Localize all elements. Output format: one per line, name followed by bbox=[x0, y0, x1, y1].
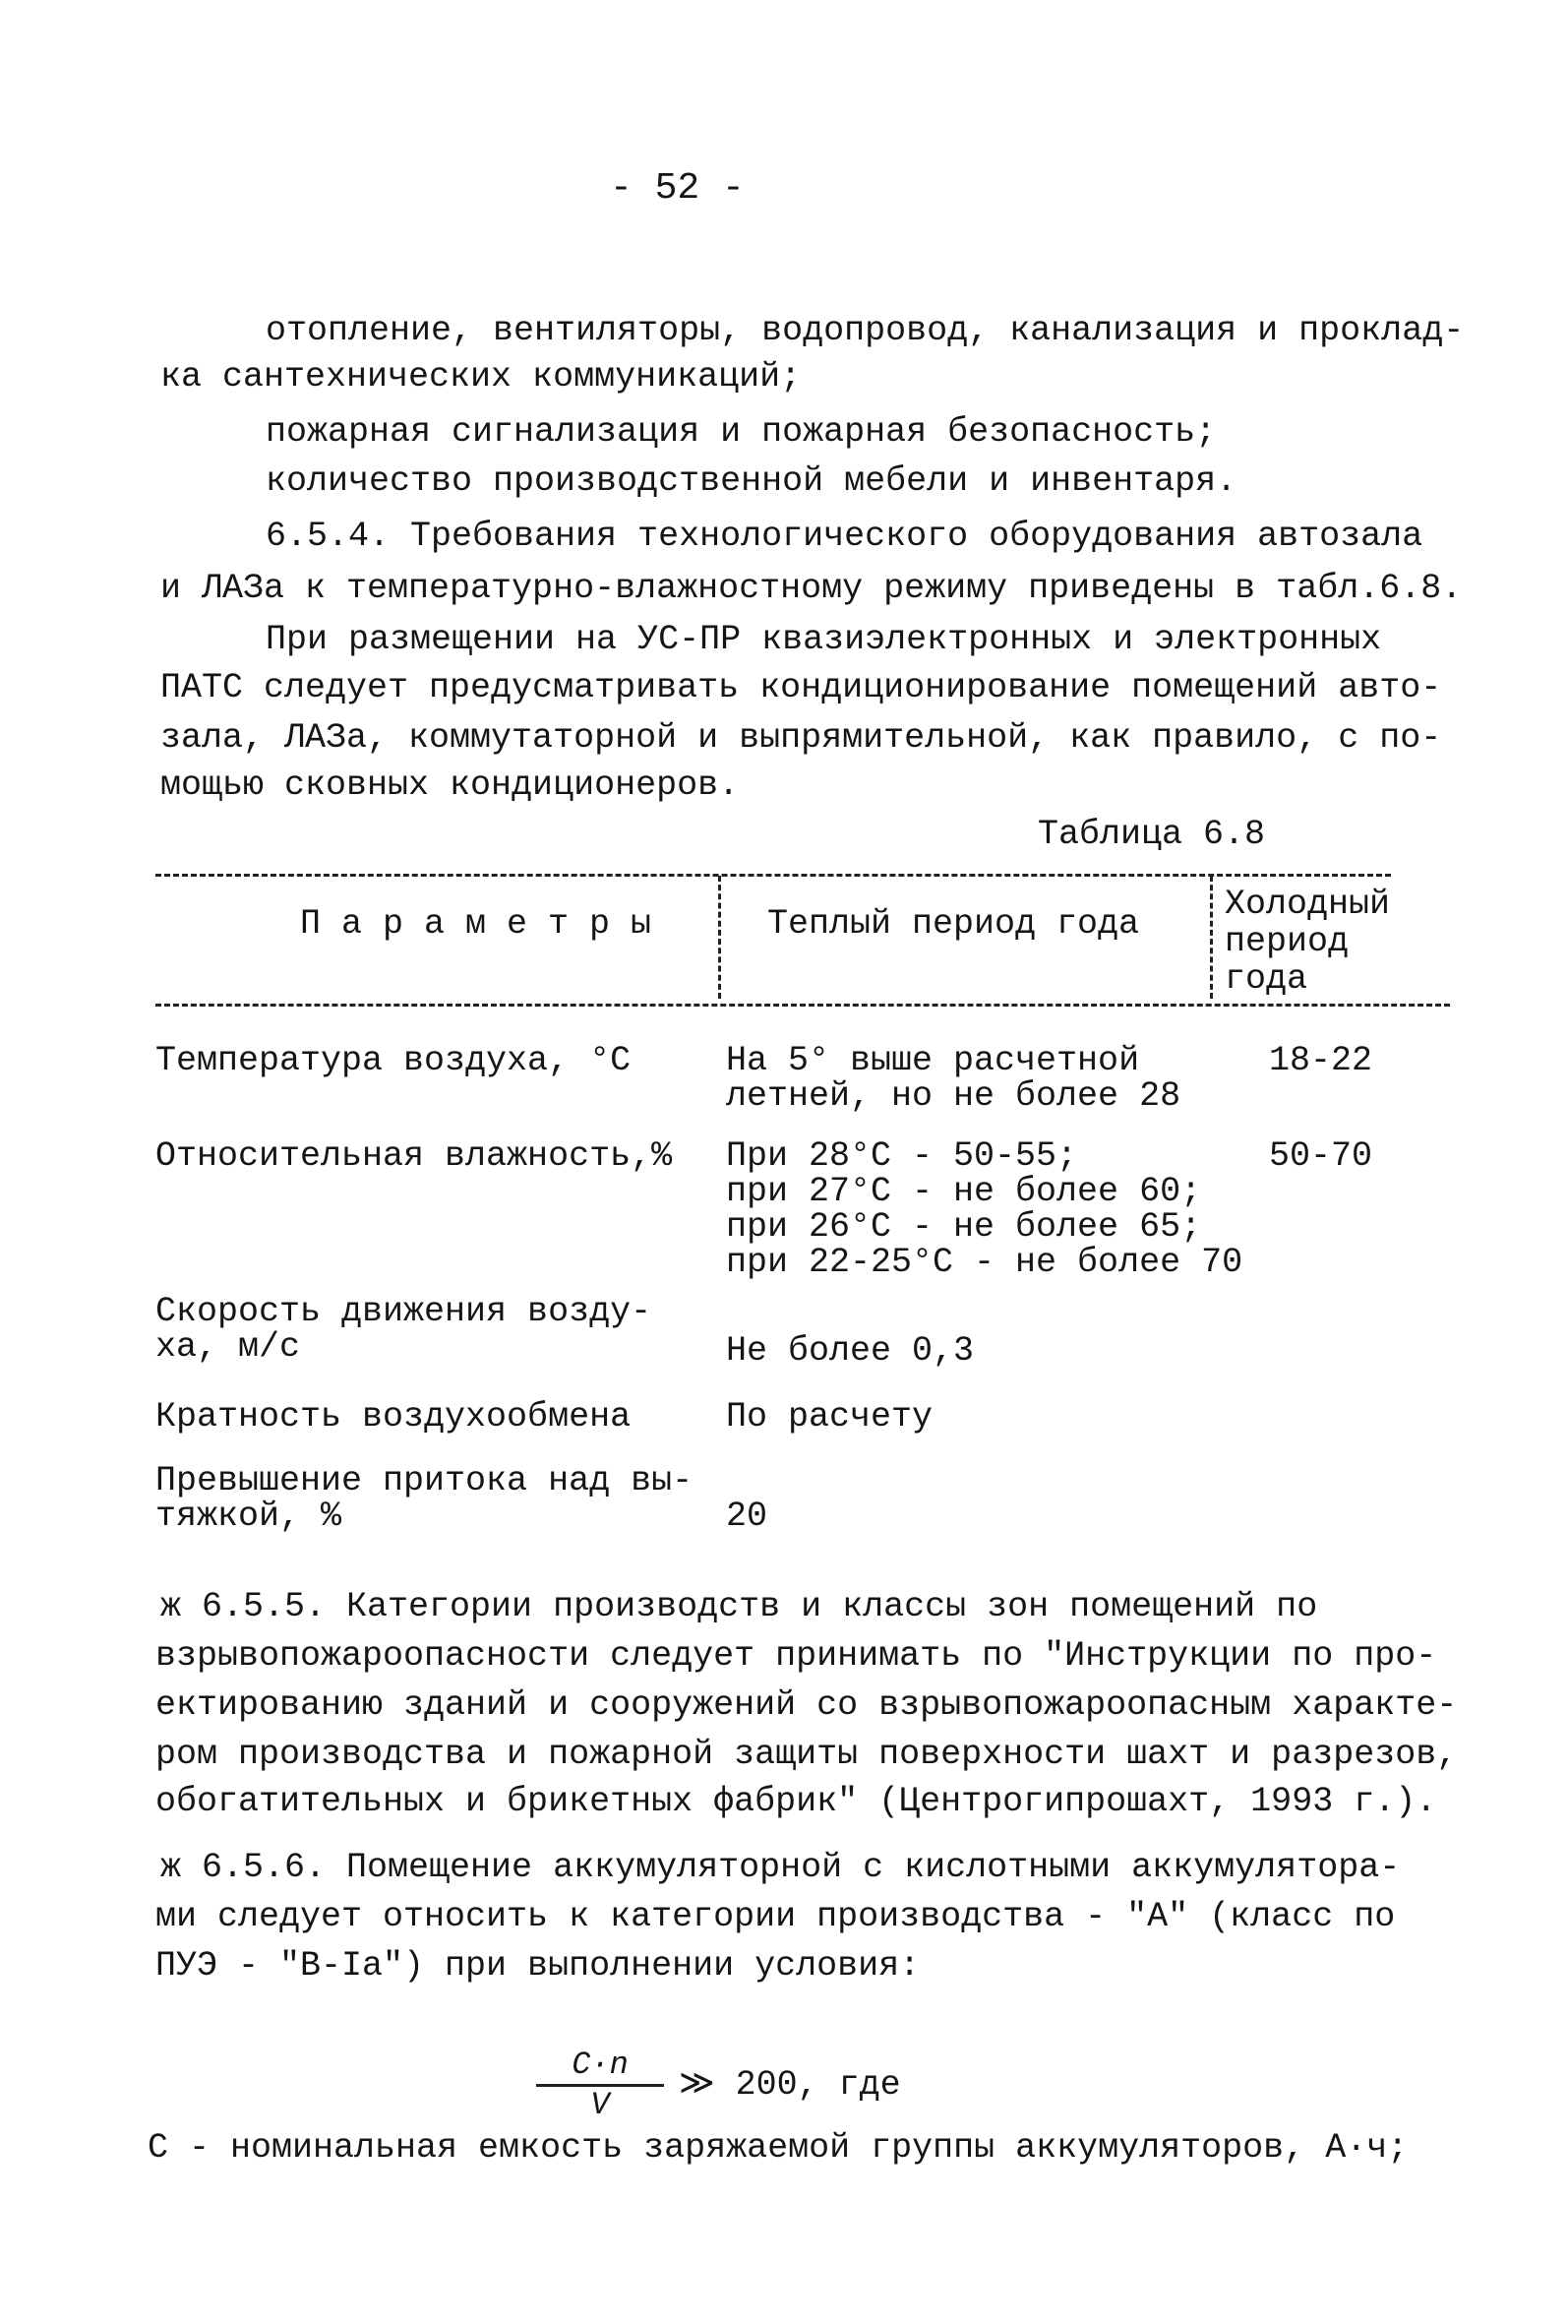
cell-text: при 22-25°С - не более 70 bbox=[726, 1243, 1243, 1282]
intro-line: пожарная сигнализация и пожарная безопасность; bbox=[266, 412, 1217, 452]
section-654-line: и ЛАЗа к температурно-влажностному режиму приведены в табл.6.8. bbox=[160, 569, 1463, 608]
header-cold-line: период bbox=[1225, 922, 1350, 961]
table-row-warm bbox=[726, 1043, 1180, 1114]
cell-text: По расчету bbox=[726, 1397, 934, 1437]
table-row-param bbox=[155, 1043, 631, 1078]
cell-text: 50-70 bbox=[1269, 1136, 1373, 1176]
table-row-warm bbox=[726, 1498, 767, 1534]
page-number: - 52 - bbox=[610, 167, 745, 210]
table-row-param bbox=[155, 1399, 631, 1435]
header-parameters: П а р а м е т р ы bbox=[300, 904, 652, 944]
table-row-warm bbox=[726, 1333, 974, 1369]
cell-text: при 27°С - не более 60; bbox=[726, 1172, 1202, 1211]
section-654-line: зала, ЛАЗа, коммутаторной и выпрямительной, как правило, с по- bbox=[160, 718, 1442, 758]
section-654-line: мощью сковных кондиционеров. bbox=[160, 765, 740, 805]
cell-text: Относительная влажность,% bbox=[155, 1136, 673, 1176]
header-cold-line: года bbox=[1225, 959, 1308, 999]
table-header-rule bbox=[155, 1004, 1450, 1007]
cell-text: 18-22 bbox=[1269, 1041, 1373, 1080]
section-655-line: обогатительных и брикетных фабрик" (Центрогипрошахт, 1993 г.). bbox=[155, 1782, 1437, 1821]
section-654-line: ПАТС следует предусматривать кондиционирование помещений авто- bbox=[160, 668, 1442, 707]
intro-line: ка сантехнических коммуникаций; bbox=[160, 357, 802, 397]
section-654-line: При размещении на УС-ПР квазиэлектронных и электронных bbox=[266, 620, 1382, 659]
table-row-cold bbox=[1269, 1138, 1372, 1174]
section-655-line: ром производства и пожарной защиты поверхности шахт и разрезов, bbox=[155, 1735, 1458, 1774]
header-cold-period bbox=[1225, 886, 1390, 998]
section-654-line: 6.5.4. Требования технологического оборудования автозала bbox=[266, 517, 1423, 556]
cell-text: При 28°С - 50-55; bbox=[726, 1136, 1078, 1176]
section-655-line: ектированию зданий и сооружений со взрывопожароопасным характе- bbox=[155, 1685, 1458, 1725]
cell-text: Температура воздуха, °С bbox=[155, 1041, 632, 1080]
table-row-param bbox=[155, 1294, 651, 1365]
section-656-line: ж 6.5.6. Помещение аккумуляторной с кислотными аккумулятора- bbox=[160, 1848, 1401, 1887]
definition-line: С - номинальная емкость заряжаемой группы аккумуляторов, А·ч; bbox=[148, 2128, 1409, 2168]
cell-text: ха, м/с bbox=[155, 1327, 301, 1367]
table-row-warm bbox=[726, 1138, 1242, 1280]
table-row-param bbox=[155, 1138, 672, 1174]
cell-text: Кратность воздухообмена bbox=[155, 1397, 632, 1437]
formula-numerator: C·n bbox=[572, 2047, 629, 2083]
cell-text: при 26°С - не более 65; bbox=[726, 1207, 1202, 1247]
table-caption: Таблица 6.8 bbox=[1038, 815, 1266, 854]
section-656-line: ПУЭ - "В-Iа") при выполнении условия: bbox=[155, 1946, 921, 1986]
formula-fraction bbox=[526, 2047, 674, 2124]
table-column-divider bbox=[1210, 876, 1213, 999]
cell-text: На 5° выше расчетной bbox=[726, 1041, 1140, 1080]
header-warm-period: Теплый период года bbox=[767, 904, 1140, 944]
cell-text: 20 bbox=[726, 1497, 768, 1536]
cell-text: летней, но не более 28 bbox=[726, 1076, 1181, 1116]
cell-text: Скорость движения возду- bbox=[155, 1292, 652, 1331]
section-655-line: взрывопожароопасности следует принимать по "Инструкции по про- bbox=[155, 1636, 1437, 1676]
table-column-divider bbox=[718, 876, 721, 999]
table-row-cold bbox=[1269, 1043, 1372, 1078]
table-top-rule bbox=[155, 874, 1391, 877]
formula-rest: ≫ 200, где bbox=[679, 2065, 901, 2105]
cell-text: тяжкой, % bbox=[155, 1497, 342, 1536]
intro-line: количество производственной мебели и инвентаря. bbox=[266, 461, 1237, 501]
header-cold-line: Холодный bbox=[1225, 885, 1391, 924]
section-656-line: ми следует относить к категории производства - "А" (класс по bbox=[155, 1897, 1396, 1936]
section-655-line: ж 6.5.5. Категории производств и классы зон помещений по bbox=[160, 1587, 1318, 1626]
cell-text: Не более 0,3 bbox=[726, 1331, 975, 1371]
intro-line: отопление, вентиляторы, водопровод, канализация и проклад- bbox=[266, 311, 1465, 350]
table-row-param bbox=[155, 1463, 693, 1534]
cell-text: Превышение притока над вы- bbox=[155, 1461, 694, 1500]
formula-denominator: V bbox=[590, 2087, 610, 2123]
table-row-warm bbox=[726, 1399, 933, 1435]
